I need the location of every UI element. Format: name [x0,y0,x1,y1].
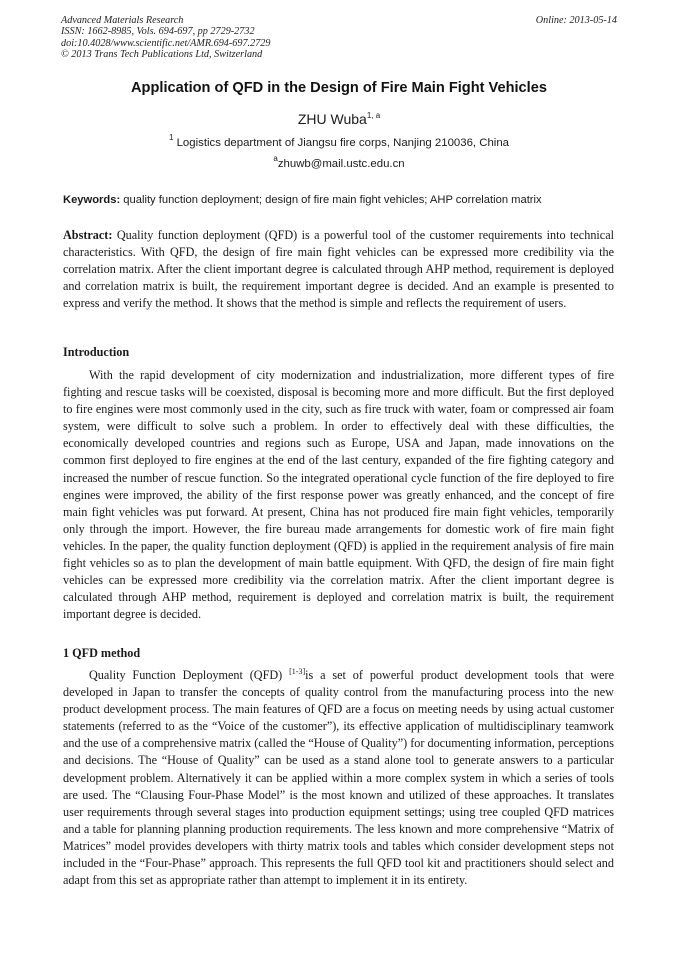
keywords-line [63,194,623,206]
abstract-paragraph [63,227,614,312]
copyright-line: © 2013 Trans Tech Publications Ltd, Switzerland [61,49,263,61]
publication-header [61,15,617,61]
online-date: Online: 2013-05-14 [535,15,617,26]
email-superscript: a [273,154,278,163]
qfd-method-heading: 1 QFD method [63,646,141,660]
email-address[interactable]: zhuwb@mail.ustc.edu.cn [277,158,405,170]
abstract-text: Quality function deployment (QFD) is a powerful tool of the customer requirements into technical characteristics. With QFD, the design of fire main fight vehicles can be expressed more credibility via the correlation matrix. After the client important degree is calculated through AHP method, requirement is deployed and correlation matrix is built, the requirement important degree is decided. And an example is presented to express and verify the method. It shows that the method is simple and reflects the requirement of users. [63,228,614,311]
keywords-text: quality function deployment; design of fire main fight vehicles; AHP correlation matrix [120,194,542,206]
affiliation-line [0,133,678,149]
doi-line[interactable]: doi:10.4028/www.scientific.net/AMR.694-697.2729 [61,37,271,49]
affiliation-text: Logistics department of Jiangsu fire corps, Nanjing 210036, China [173,137,510,149]
qfd-method-paragraph [63,667,614,889]
citation-ref[interactable]: [1-3] [289,667,306,676]
keywords-label: Keywords: [63,194,121,206]
journal-name: Advanced Materials Research [61,15,184,26]
introduction-paragraph: With the rapid development of city modernization and industrialization, more different types of fire fighting and rescue tasks will be coexisted, disposal is becoming more and more difficult. But the first deployed to fire engines were most commonly used in the city, such as fire truck with water, foam or compressed air foam system, were difficult to solve such a problem. In order to effectively deal with these difficulties, the economically developed countries and regions such as Europe, USA and Japan, made innovations on the common first deployed to fire engines at the end of the last century, expanded of the fire fighting category and increased the number of rescue function. So the integrated operational cycle function of the fire deployed to fire engines were improved, the ability of the first response power was greatly enhanced, and the concept of fire main fight vehicles was put forward. At present, China has not produced fire main fight vehicles, temporarily only through the import. However, the fire bureau made arrangements for domestic work of fire main fight vehicles. In the paper, the quality function deployment (QFD) is applied in the requirement analysis of fire main fight vehicles so as to plan the development of main battle equipment. With QFD, the design of fire main fight vehicles can be expressed more credibility via the correlation matrix. After the client important degree is calculated through AHP method, requirement is deployed and correlation matrix is built, the requirement important degree is decided. [63,368,614,622]
introduction-heading: Introduction [63,345,130,359]
email-line [0,154,678,170]
author-line [0,111,678,127]
qfd-method-text: is a set of powerful product development tools that were developed in Japan to transfer the concepts of quality control from the manufacturing process into the new product development process. The main features of QFD are a focus on meeting needs by using actual customer statements (referred to as the “Voice of the customer”), its effective application of multidisciplinary teamwork and the use of a comprehensive matrix (called the “House of Quality”) for documenting information, perceptions and decisions. The “House of Quality” can be used as a stand alone tool to generate answers to a particular development problem. Alternatively it can be applied within a more complex system in which a series of tools are used. The “Clausing Four-Phase Model” is the most known and utilized of these approaches. It translates user requirements through several stages into production equipment settings; using tree coupled QFD matrices and a table for planning planning production requirements. The less known and more comprehensive “Matrix of Matrices” model provides developers with thirty matrix tools and tables which consider development steps not included in the “Four-Phase” approach. This represents the full QFD tool kit and practitioners should select and adapt from this set as appropriate rather than attempt to implement it in its entirety. [63,668,615,888]
qfd-method-lead: Quality Function Deployment (QFD) [89,668,290,682]
author-superscript: 1, a [366,111,381,120]
issn-line: ISSN: 1662-8985, Vols. 694-697, pp 2729-2732 [61,26,255,38]
abstract-label: Abstract: [63,228,113,242]
author-name: ZHU Wuba [297,111,367,127]
affiliation-superscript: 1 [168,133,174,142]
paper-title: Application of QFD in the Design of Fire Main Fight Vehicles [131,80,547,96]
